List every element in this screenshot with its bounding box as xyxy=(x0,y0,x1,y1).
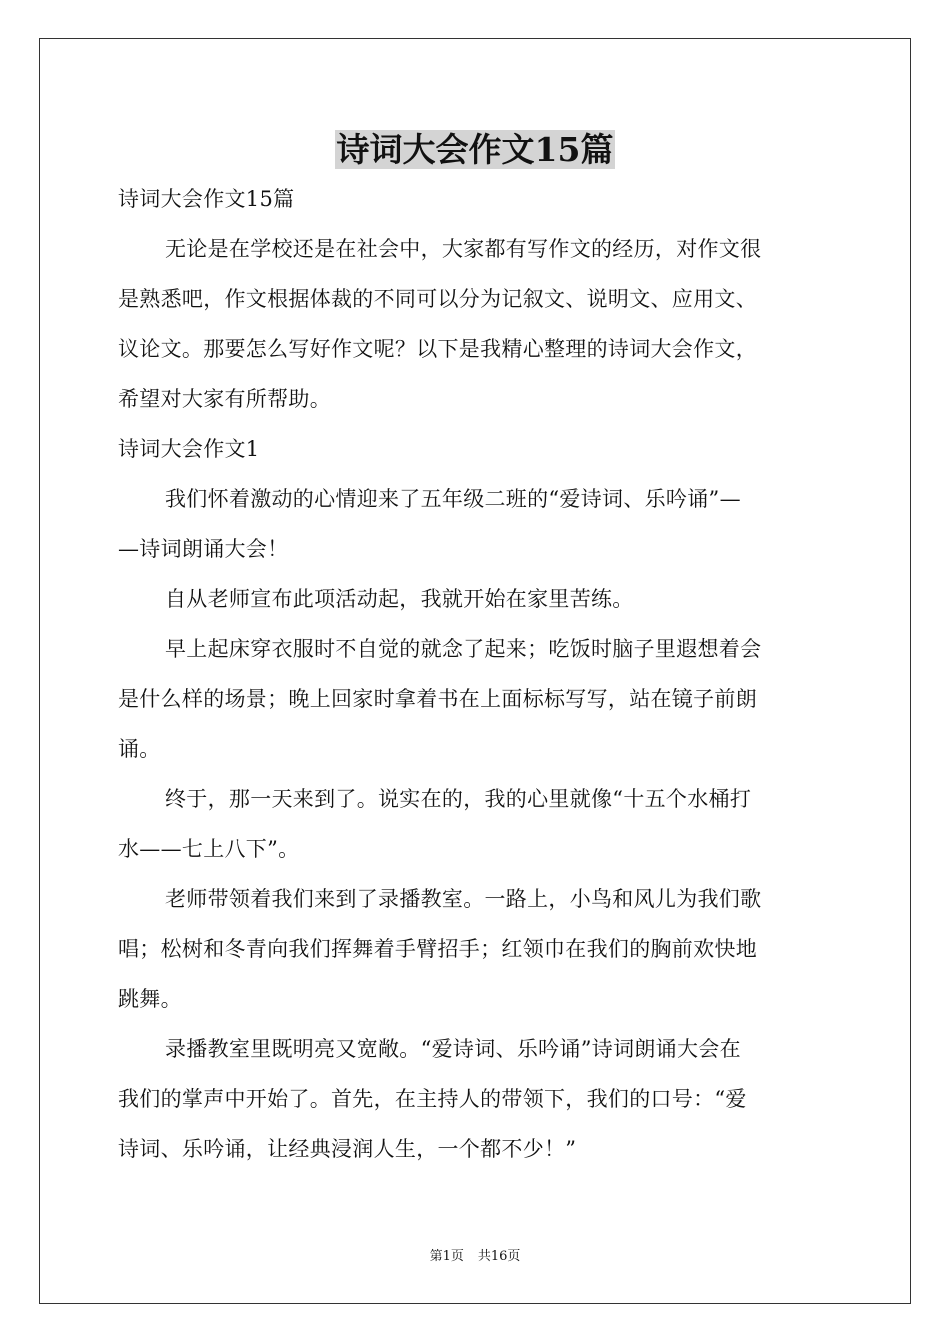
intro-line: 希望对大家有所帮助。 xyxy=(118,387,331,411)
document-body xyxy=(118,180,834,1168)
document-subtitle: 诗词大会作文15篇 xyxy=(118,187,295,211)
paragraph-line: 水——七上八下”。 xyxy=(118,837,300,861)
paragraph-line: 我们的掌声中开始了。首先，在主持人的带领下，我们的口号：“爱 xyxy=(118,1087,747,1111)
intro-line: 无论是在学校还是在社会中，大家都有写作文的经历，对作文很 xyxy=(165,237,762,261)
paragraph-line: 自从老师宣布此项活动起，我就开始在家里苦练。 xyxy=(165,587,634,611)
intro-line: 是熟悉吧，作文根据体裁的不同可以分为记叙文、说明文、应用文、 xyxy=(118,287,757,311)
paragraph-line: —诗词朗诵大会！ xyxy=(118,537,289,561)
intro-line: 议论文。那要怎么写好作文呢？以下是我精心整理的诗词大会作文， xyxy=(118,337,757,361)
paragraph-line: 是什么样的场景；晚上回家时拿着书在上面标标写写，站在镜子前朗 xyxy=(118,687,757,711)
paragraph-line: 早上起床穿衣服时不自觉的就念了起来；吃饭时脑子里遐想着会 xyxy=(165,637,762,661)
page-footer xyxy=(0,1249,950,1265)
paragraph-line: 终于，那一天来到了。说实在的，我的心里就像“十五个水桶打 xyxy=(165,787,752,811)
paragraph-line: 老师带领着我们来到了录播教室。一路上，小鸟和风儿为我们歌 xyxy=(165,887,762,911)
page-number: 第1页 xyxy=(429,1249,464,1264)
section-heading: 诗词大会作文1 xyxy=(118,437,260,461)
page-total: 共16页 xyxy=(477,1249,521,1264)
document-title: 诗词大会作文15篇 xyxy=(336,130,614,169)
paragraph-line: 诵。 xyxy=(118,737,161,761)
paragraph-line: 唱；松树和冬青向我们挥舞着手臂招手；红领巾在我们的胸前欢快地 xyxy=(118,937,757,961)
paragraph-line: 录播教室里既明亮又宽敞。“爱诗词、乐吟诵”诗词朗诵大会在 xyxy=(165,1037,741,1061)
paragraph-line: 我们怀着激动的心情迎来了五年级二班的“爱诗词、乐吟诵”— xyxy=(165,487,741,511)
paragraph-line: 诗词、乐吟诵，让经典浸润人生，一个都不少！” xyxy=(118,1137,577,1161)
paragraph-line: 跳舞。 xyxy=(118,987,182,1011)
